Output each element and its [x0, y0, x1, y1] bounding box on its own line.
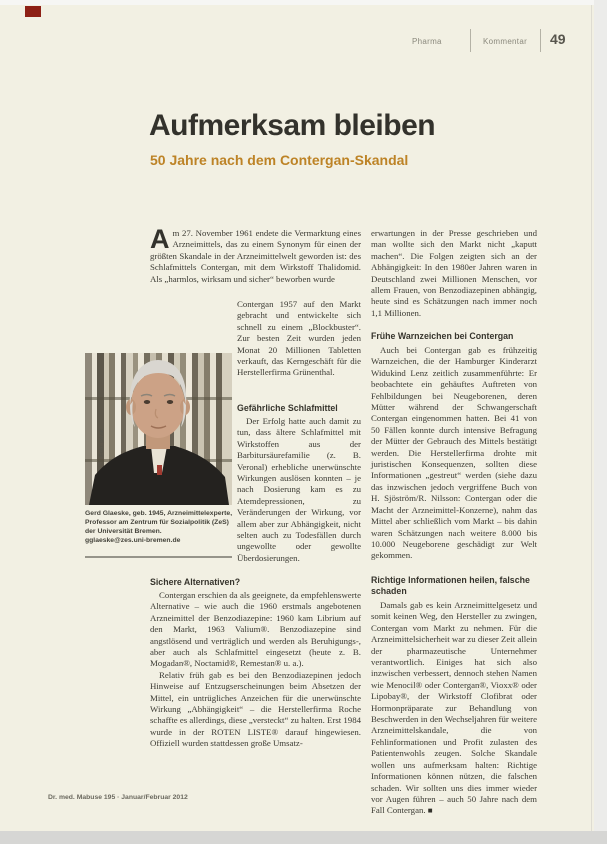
- subhead-alternativen: Sichere Alternativen?: [150, 577, 241, 587]
- crop-mark: [25, 6, 41, 17]
- header-divider: [540, 29, 541, 52]
- drop-cap: A: [150, 224, 170, 254]
- caption-line: Gerd Glaeske, geb. 1945, Arzneimittelexperte,: [85, 510, 233, 517]
- article-subtitle: 50 Jahre nach dem Contergan-Skandal: [150, 152, 409, 168]
- header-divider: [470, 29, 471, 52]
- paragraph-schlafmittel: Der Erfolg hatte auch damit zu tun, dass ältere Schlafmittel mit Wirkstoffen aus der Barbitursäurefamilie (z. B. Veronal) erhebliche unerwünschte Wirkungen auslösen konnten – je nach Dosierung kam es zu Atemdepressionen, zu Veränderungen der Wirkung, vor allem aber zur Abhängigkeit, nicht selten auch zu Todesfällen durch ungewollte oder gewollte Überdosierungen.: [237, 416, 361, 563]
- subhead-warnzeichen: Frühe Warnzeichen bei Contergan: [371, 331, 514, 341]
- footer-issue-info: Dr. med. Mabuse 195 · Januar/Februar 2012: [48, 794, 188, 801]
- paragraph-informationen: Damals gab es kein Arzneimittelgesetz und somit keinen Weg, den Hersteller zu zwingen, Contergan vom Markt zu nehmen. Für die Arzneimittelsicherheit war zu dieser Zeit allein der pharmazeutische Unternehmer verantwortlich. Einiges hat sich also inzwischen verbessert, dennoch stehen Namen wie Menocil® oder Contergan®, Vioxx® oder Lipobay®, der Wirkstoff Clofibrat oder Hormonpräparate zur Behandlung von Beschwerden in den Wechseljahren für weitere Arzneimittelskandale, die von Fehlinformationen und Profit zulasten des Patientenwohls zeugen. Solche Skandale wollen uns aufmerksam halten: Richtige Informationen können nützen, die falschen schaden. Wir sollten uns dies immer wieder vor Augen führen – auch 50 Jahre nach dem Fall Contergan. ■: [371, 600, 537, 816]
- portrait-illustration: [85, 353, 232, 505]
- caption-email: gglaeske@zes.uni-bremen.de: [85, 537, 181, 544]
- portrait-photo: [85, 353, 232, 505]
- paragraph-umsatz: erwartungen in der Presse geschrieben und man wollte sich den Markt nicht „kaputt machen“. Die Folgen zeigten sich an der Abhängigkeit: In den 1980er Jahren waren in Deutschland zwei Millionen Menschen, vor allem Frauen, von Benzodiazepinen abhängig, heute sind es Schätzungen nach immer noch 1,1 Millionen.: [371, 228, 537, 318]
- subhead-informationen: Richtige Informationen heilen, falsche schaden: [371, 575, 530, 596]
- caption-line: Professor am Zentrum für Sozialpolitik (ZeS): [85, 519, 229, 526]
- header-section: Pharma: [412, 37, 442, 46]
- article-title: Aufmerksam bleiben: [149, 109, 436, 142]
- page-number: 49: [550, 31, 566, 47]
- paragraph-lead: [150, 224, 361, 285]
- end-of-article-mark: ■: [427, 806, 433, 816]
- paragraph-warnzeichen: Auch bei Contergan gab es frühzeitig Warnzeichen, die der Hamburger Kinderarzt Widukind Lenz zeitlich zusammenführte: Er beobachtete ein gehäuftes Auftreten von Fehlbildungen bei Neugeborenen, deren Mütter während der Schwangerschaft Contergan eingenommen hatten. Bei 41 von 50 Fällen konnte durch intensive Befragung der Mütter der Gebrauch des Mittels bestätigt werden. Die Herstellerfirma drohte mit juristischen Konsequenzen, sollten diese Informationen „gestreut“ werden (siehe dazu das inzwischen jedoch vergriffene Buch von H. Sjöström/R. Nilsson: Contergan oder die Macht der Arzneimittel-Konzerne), nahm das Mittel aber schließlich vom Markt – bis dahin waren Schätzungen nach weitere 8.000 bis 10.000 Neugeborene geschädigt zur Welt gekommen.: [371, 345, 537, 561]
- subhead-schlafmittel: Gefährliche Schlafmittel: [237, 403, 338, 413]
- photo-caption: [85, 509, 235, 545]
- scan-edge-right: [594, 0, 607, 844]
- paragraph-lead-continued: Contergan 1957 auf den Markt gebracht und entwickelte sich schnell zu einem „Blockbuster“. Zur besten Zeit wurden jeden Monat 20 Millionen Tabletten verkauft, das Kerngeschäft für die Herstellerfirma Grünenthal.: [237, 299, 361, 378]
- caption-rule: [85, 556, 232, 558]
- scan-edge-top: [0, 0, 607, 5]
- paragraph-alternativen: Contergan erschien da als geeignete, da empfehlenswerte Alternative – wie auch die 1960 erstmals angebotenen Arzneimittel der Benzodiazepine: 1960 kam Librium auf den Markt, 1963 Valium®. Benzodiazepine sind angstlösend und verträglich und werden als Beruhigungs-, aber auch als Schlafmittel eingesetzt (heute z. B. Mogadan®, Noctamid®, Remestan® u. a.). Relativ früh gab es bei den Benzodiazepinen jedoch Hinweise auf Entzugserscheinungen beim Absetzen der Mittel, ein untrügliches Anzeichen für die unerwünschte Wirkung „Abhängigkeit“ – die Herstellerfirma Roche schaffte es allerdings, diese „versteckt“ zu halten. Erst 1984 wurde in der ROTEN LISTE® darauf hingewiesen. Offiziell wurden stattdessen große Umsatz-: [150, 590, 361, 749]
- scan-edge-bottom: [0, 831, 607, 844]
- caption-line: der Universität Bremen.: [85, 528, 162, 535]
- header-subsection: Kommentar: [483, 37, 528, 46]
- lead-text: m 27. November 1961 endete die Vermarktung eines Arzneimittels, das zu einem Synonym für einen der größten Skandale in der Arzneimittelwelt geworden ist: des Schlafmittels Contergan, mit dem Wirkstoff Thalidomid. Als „harmlos, wirksam und sicher“ beworben wurde: [150, 228, 361, 284]
- photo-credit: Foto: privat: [99, 429, 105, 457]
- page-edge-line: [591, 5, 592, 831]
